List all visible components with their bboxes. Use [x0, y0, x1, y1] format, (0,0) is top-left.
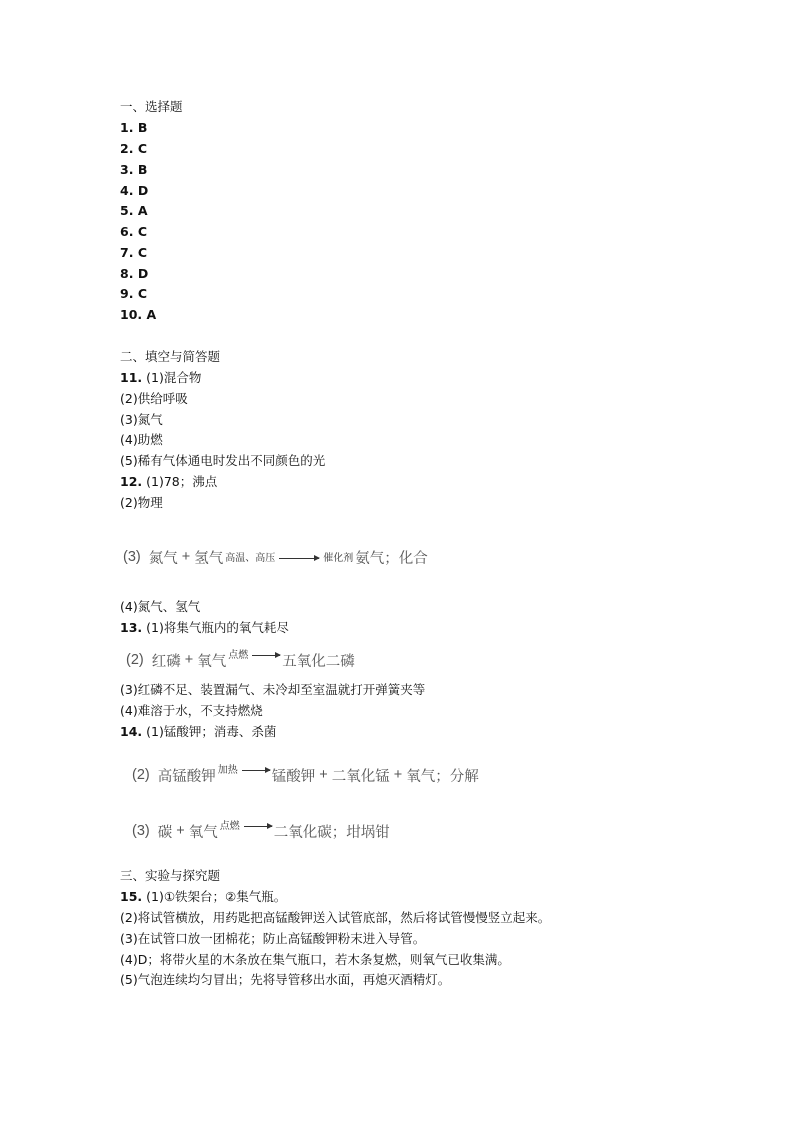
eq-label: (2) — [126, 652, 144, 668]
eq-suffix: ；化合 — [384, 550, 428, 567]
answer-8 — [120, 264, 148, 284]
eq-suffix: ；分解 — [435, 768, 479, 785]
answer-num: 1. — [120, 120, 134, 135]
reaction-arrow — [228, 646, 280, 662]
eq-product: 氨气 — [355, 550, 385, 567]
arrow-shaft — [252, 655, 280, 656]
answer-5 — [120, 201, 148, 221]
eq-label: (2) — [132, 767, 150, 783]
eq-reactant: 高锰酸钾 — [157, 768, 216, 785]
answer-choice: D — [137, 266, 149, 281]
answer-choice: B — [137, 120, 148, 135]
q15-part2: (2)将试管横放，用药匙把高锰酸钾送入试管底部，然后将试管慢慢竖立起来。 — [120, 910, 551, 925]
eq-plus: + — [319, 767, 328, 783]
answer-choice: C — [137, 245, 147, 260]
eq-plus: + — [393, 767, 403, 783]
eq-label: (3) — [123, 549, 141, 565]
answer-choice: B — [137, 162, 148, 177]
answer-num: 5. — [120, 203, 134, 218]
eq-reactant: 红磷 — [151, 653, 181, 670]
answer-num: 4. — [120, 183, 134, 198]
answer-2 — [120, 139, 147, 159]
question-number: 14. — [120, 724, 143, 739]
arrow-shaft — [279, 558, 319, 559]
question-number: 13. — [120, 620, 143, 635]
eq-product: 二氧化碳 — [273, 824, 332, 841]
answer-3 — [120, 160, 147, 180]
eq-plus: + — [181, 549, 191, 565]
answer-choice: C — [137, 224, 147, 239]
q13-part3: (3)红磷不足、装置漏气、未冷却至室温就打开弹簧夹等 — [120, 682, 426, 697]
eq-reactant: 氢气 — [194, 550, 224, 567]
q12-part2: (2)物理 — [120, 495, 163, 510]
q12-text1: (1)78；沸点 — [146, 474, 218, 489]
section3-title: 三、实验与探究题 — [120, 868, 221, 883]
q15-part1 — [120, 887, 286, 907]
q13-part1 — [120, 618, 289, 638]
q11-text1: (1)混合物 — [146, 370, 202, 385]
q12-part1 — [120, 472, 217, 492]
answer-choice: C — [137, 141, 147, 156]
answer-4 — [120, 181, 148, 201]
q13-text1: (1)将集气瓶内的氧气耗尽 — [146, 620, 289, 635]
reaction-condition-top: 高温、高压 — [225, 553, 276, 564]
answer-1 — [120, 118, 147, 138]
q15-part4: (4)D；将带火星的木条放在集气瓶口，若木条复燃，则氧气已收集满。 — [120, 952, 510, 967]
answer-num: 10. — [120, 307, 143, 322]
q14-text1: (1)锰酸钾；消毒、杀菌 — [146, 724, 277, 739]
eq-product: 氧气 — [406, 768, 436, 785]
answer-6 — [120, 222, 147, 242]
q11-part3: (3)氮气 — [120, 412, 163, 427]
q14-part1 — [120, 722, 276, 742]
reaction-arrow — [225, 549, 353, 565]
answer-choice: D — [137, 183, 149, 198]
q15-part3: (3)在试管口放一团棉花；防止高锰酸钾粉末进入导管。 — [120, 931, 426, 946]
section1-title: 一、选择题 — [120, 99, 183, 114]
q11-part1 — [120, 368, 201, 388]
reaction-arrow — [218, 761, 270, 777]
eq-product: 五氧化二磷 — [282, 653, 355, 670]
answer-10 — [120, 305, 156, 325]
arrow-shaft — [244, 826, 272, 827]
eq-label: (3) — [132, 823, 150, 839]
q14-equation-2 — [132, 758, 479, 792]
reaction-condition-top: 点燃 — [228, 650, 249, 661]
q13-part4: (4)难溶于水，不支持燃烧 — [120, 703, 263, 718]
question-number: 12. — [120, 474, 143, 489]
eq-reactant: 碳 — [157, 824, 173, 841]
eq-product: 二氧化锰 — [331, 768, 390, 785]
reaction-arrow — [220, 817, 272, 833]
question-number: 15. — [120, 889, 143, 904]
answer-num: 9. — [120, 286, 134, 301]
q15-text1: (1)①铁架台；②集气瓶。 — [146, 889, 287, 904]
arrow-shaft — [242, 770, 270, 771]
answer-num: 6. — [120, 224, 134, 239]
reaction-condition-top: 加热 — [217, 765, 238, 776]
answer-num: 3. — [120, 162, 134, 177]
answer-num: 7. — [120, 245, 134, 260]
answer-choice: A — [146, 307, 157, 322]
eq-reactant: 氧气 — [188, 824, 218, 841]
reaction-condition-bottom: 催化剂 — [323, 553, 354, 564]
answer-num: 8. — [120, 266, 134, 281]
eq-suffix: ；坩埚钳 — [331, 824, 390, 841]
eq-reactant: 氧气 — [197, 653, 227, 670]
section2-title: 二、填空与简答题 — [120, 349, 221, 364]
q14-equation-3 — [132, 814, 390, 848]
q11-part5: (5)稀有气体通电时发出不同颜色的光 — [120, 453, 326, 468]
eq-plus: + — [176, 823, 185, 839]
answer-choice: A — [137, 203, 148, 218]
q13-equation — [126, 643, 355, 677]
eq-plus: + — [184, 652, 194, 668]
eq-product: 锰酸钾 — [271, 768, 316, 785]
question-number: 11. — [120, 370, 143, 385]
q11-part2: (2)供给呼吸 — [120, 391, 188, 406]
q12-part4: (4)氮气、氢气 — [120, 599, 201, 614]
reaction-condition-top: 点燃 — [219, 821, 240, 832]
answer-choice: C — [137, 286, 147, 301]
answer-7 — [120, 243, 147, 263]
q11-part4: (4)助燃 — [120, 432, 163, 447]
q15-part5: (5)气泡连续均匀冒出；先将导管移出水面，再熄灭酒精灯。 — [120, 972, 451, 987]
eq-reactant: 氮气 — [148, 550, 178, 567]
q12-equation — [123, 534, 428, 580]
answer-num: 2. — [120, 141, 134, 156]
answer-9 — [120, 284, 147, 304]
